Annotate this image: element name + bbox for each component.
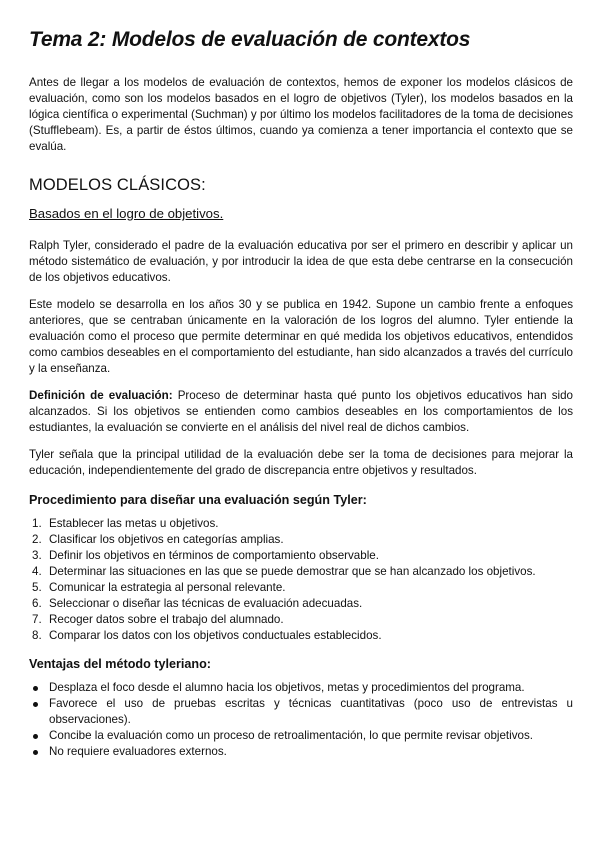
utility-paragraph: Tyler señala que la principal utilidad de la evaluación debe ser la toma de decisiones para mejorar la educación, independientemente del grado de discrepancia entre objetivos y resultados.	[29, 448, 573, 477]
definition-text: Proceso de determinar hasta qué punto los objetivos educativos han sido alcanzados. Si los objetivos se entienden como cambios deseables en los comportamientos de los estudiantes, la evaluación se convierte en el análisis del nivel real de dichos cambios.	[29, 389, 573, 434]
list-item	[29, 596, 573, 612]
list-item-text: Determinar las situaciones en las que se puede demostrar que se han alcanzado los objetivos.	[49, 565, 536, 578]
list-number: 6.	[32, 597, 42, 610]
subheading: Basados en el logro de objetivos.	[29, 206, 224, 221]
list-item	[29, 532, 573, 548]
advantages-list	[29, 680, 573, 760]
list-item-text: Comparar los datos con los objetivos conductuales establecidos.	[49, 629, 382, 642]
list-item	[29, 628, 573, 644]
section-heading: MODELOS CLÁSICOS:	[29, 176, 206, 194]
list-item-text: Comunicar la estrategia al personal relevante.	[49, 581, 286, 594]
list-item-text: Seleccionar o diseñar las técnicas de evaluación adecuadas.	[49, 597, 363, 610]
list-number: 7.	[32, 613, 42, 626]
list-item	[29, 564, 573, 580]
page-title: Tema 2: Modelos de evaluación de contextos	[29, 28, 471, 51]
list-item-text: Recoger datos sobre el trabajo del alumnado.	[49, 613, 284, 626]
bullet-icon	[33, 686, 38, 691]
list-item	[29, 728, 573, 744]
procedure-list	[29, 516, 573, 644]
list-item	[29, 548, 573, 564]
list-number: 8.	[32, 629, 42, 642]
list-number: 1.	[32, 517, 42, 530]
list-item	[29, 612, 573, 628]
list-item-text: Clasificar los objetivos en categorías amplias.	[49, 533, 284, 546]
list-item	[29, 696, 573, 728]
list-item-text: Desplaza el foco desde el alumno hacia los objetivos, metas y procedimientos del programa.	[49, 681, 525, 694]
list-item-text: Establecer las metas u objetivos.	[49, 517, 219, 530]
list-number: 5.	[32, 581, 42, 594]
list-number: 3.	[32, 549, 42, 562]
advantages-heading: Ventajas del método tyleriano:	[29, 657, 211, 671]
definition-paragraph	[29, 388, 573, 436]
list-number: 4.	[32, 565, 42, 578]
list-item-text: Favorece el uso de pruebas escritas y técnicas cuantitativas (poco uso de entrevistas u observaciones).	[49, 697, 573, 726]
bullet-icon	[33, 750, 38, 755]
list-item	[29, 516, 573, 532]
list-item	[29, 580, 573, 596]
bullet-icon	[33, 702, 38, 707]
list-number: 2.	[32, 533, 42, 546]
bullet-icon	[33, 734, 38, 739]
definition-label: Definición de evaluación:	[29, 389, 173, 402]
document-page	[29, 28, 573, 760]
tyler-paragraph: Ralph Tyler, considerado el padre de la evaluación educativa por ser el primero en describir y aplicar un método sistemático de evaluación, y por introducir la idea de que esta debe centrarse en la consecución de los objetivos educativos.	[29, 239, 573, 284]
intro-paragraph: Antes de llegar a los modelos de evaluación de contextos, hemos de exponer los modelos clásicos de evaluación, como son los modelos basados en el logro de objetivos (Tyler), los modelos basados en la lógica científica o experimental (Suchman) y por último los modelos facilitadores de la toma de decisiones (Stufflebeam). Es, a partir de éstos últimos, cuando ya comienza a tener importancia el contexto que se evalúa.	[29, 76, 573, 153]
list-item-text: Concibe la evaluación como un proceso de retroalimentación, lo que permite revisar objetivos.	[49, 729, 533, 742]
list-item-text: No requiere evaluadores externos.	[49, 745, 227, 758]
model-paragraph: Este modelo se desarrolla en los años 30 y se publica en 1942. Supone un cambio frente a enfoques anteriores, que se centraban únicamente en la valoración de los logros del alumno. Tyler entiende la evaluación como el proceso que permite determinar en qué medida los objetivos educativos, entendidos como cambios deseables en el comportamiento del estudiante, han sido alcanzados a través del currículo y la enseñanza.	[29, 298, 573, 375]
list-item	[29, 744, 573, 760]
list-item-text: Definir los objetivos en términos de comportamiento observable.	[49, 549, 379, 562]
procedure-heading: Procedimiento para diseñar una evaluación según Tyler:	[29, 493, 367, 507]
list-item	[29, 680, 573, 696]
